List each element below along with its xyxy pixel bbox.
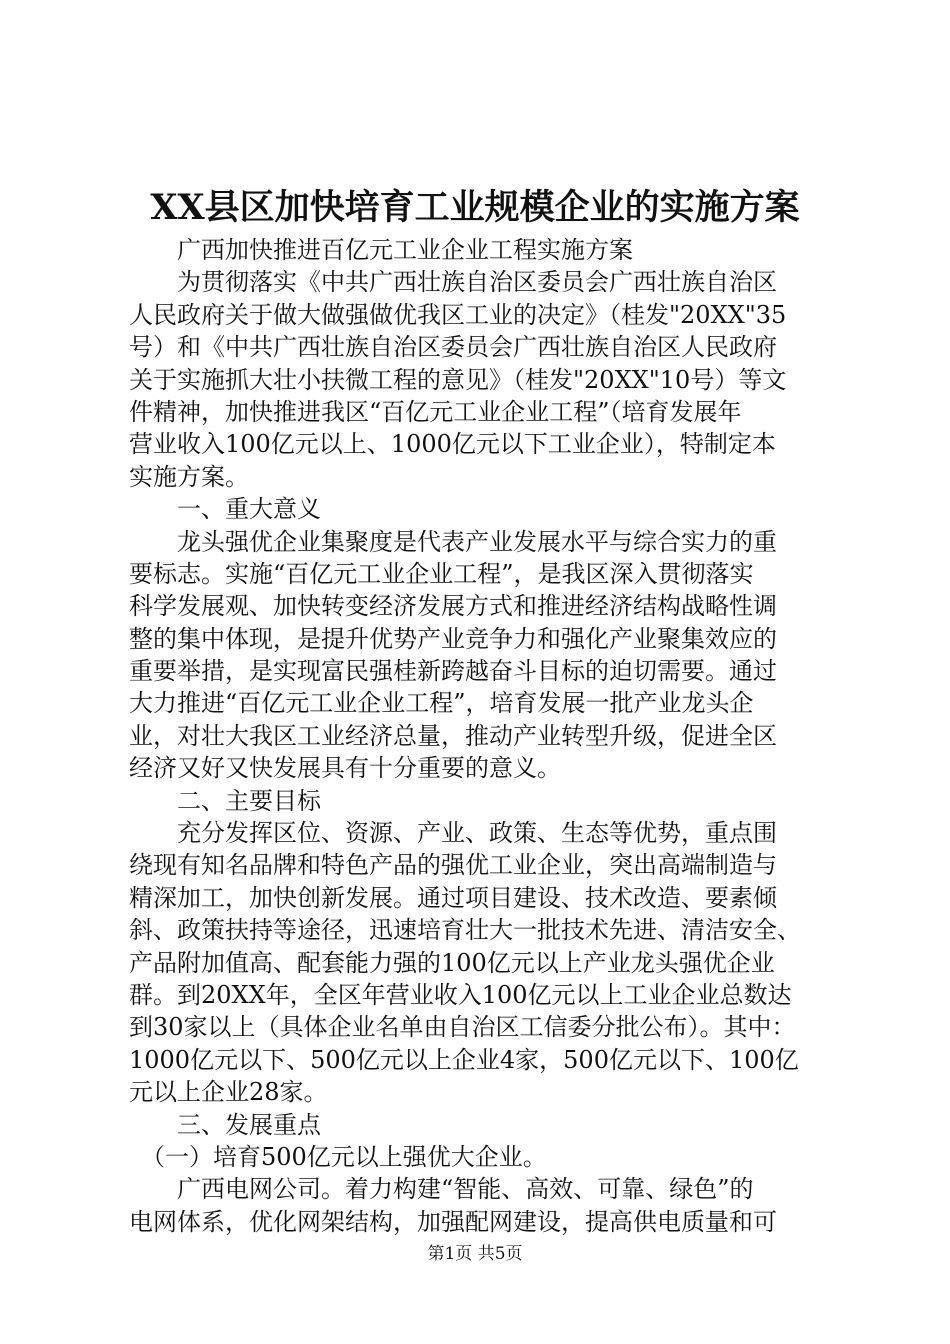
body-line: 精深加工，加快创新发展。通过项目建设、技术改造、要素倾: [129, 883, 777, 912]
body-line: 斜、政策扶持等途径，迅速培育壮大一批技术先进、清洁安全、: [129, 916, 801, 945]
body-line: 一、重大意义: [129, 495, 321, 524]
body-line: 群。到20XX年，全区年营业收入100亿元以上工业企业总数达: [129, 980, 792, 1009]
body-line: 元以上企业28家。: [129, 1078, 328, 1107]
document-body: [129, 234, 834, 1238]
body-line: 三、发展重点: [129, 1110, 321, 1139]
body-line: 1000亿元以下、500亿元以上企业4家，500亿元以下、100亿: [129, 1045, 799, 1074]
body-line: 产品附加值高、配套能力强的100亿元以上产业龙头强优企业: [129, 948, 775, 977]
body-line: 广西电网公司。着力构建“智能、高效、可靠、绿色”的: [129, 1175, 754, 1204]
body-line: 要标志。实施“百亿元工业企业工程”，是我区深入贯彻落实: [129, 559, 754, 588]
body-line: 为贯彻落实《中共广西壮族自治区委员会广西壮族自治区: [129, 268, 777, 297]
body-line: 龙头强优企业集聚度是代表产业发展水平与综合实力的重: [129, 527, 777, 556]
body-line: 充分发挥区位、资源、产业、政策、生态等优势，重点围: [129, 819, 777, 848]
body-line: 二、主要目标: [129, 786, 321, 815]
body-line: 经济又好又快发展具有十分重要的意义。: [129, 754, 561, 783]
body-line: 件精神，加快推进我区“百亿元工业企业工程”（培育发展年: [129, 397, 742, 426]
body-line: 实施方案。: [129, 462, 249, 491]
body-line: 大力推进“百亿元工业企业工程”，培育发展一批产业龙头企: [129, 689, 754, 718]
document-title: XX县区加快培育工业规模企业的实施方案: [150, 187, 800, 228]
body-line: （一）培育500亿元以上强优大企业。: [129, 1142, 547, 1171]
body-line: 营业收入100亿元以上、1000亿元以下工业企业），特制定本: [129, 430, 776, 459]
body-line: 到30家以上（具体企业名单由自治区工信委分批公布）。其中：: [129, 1013, 796, 1042]
body-line: 广西加快推进百亿元工业企业工程实施方案: [129, 236, 633, 264]
body-line: 整的集中体现，是提升优势产业竞争力和强化产业聚集效应的: [129, 624, 777, 653]
body-line: 科学发展观、加快转变经济发展方式和推进经济结构战略性调: [129, 592, 777, 621]
body-line: 重要举措，是实现富民强桂新跨越奋斗目标的迫切需要。通过: [129, 657, 777, 686]
page-footer: 第1页 共5页: [427, 1244, 523, 1264]
body-line: 绕现有知名品牌和特色产品的强优工业企业，突出高端制造与: [129, 851, 777, 880]
body-line: 业，对壮大我区工业经济总量，推动产业转型升级，促进全区: [129, 721, 777, 750]
body-line: 号）和《中共广西壮族自治区委员会广西壮族自治区人民政府: [129, 333, 777, 362]
body-line: 人民政府关于做大做强做优我区工业的决定》（桂发"20XX"35: [129, 300, 787, 329]
body-line: 电网体系，优化网架结构，加强配网建设，提高供电质量和可: [129, 1207, 777, 1236]
body-line: 关于实施抓大壮小扶微工程的意见》（桂发"20XX"10号）等文: [129, 365, 787, 394]
